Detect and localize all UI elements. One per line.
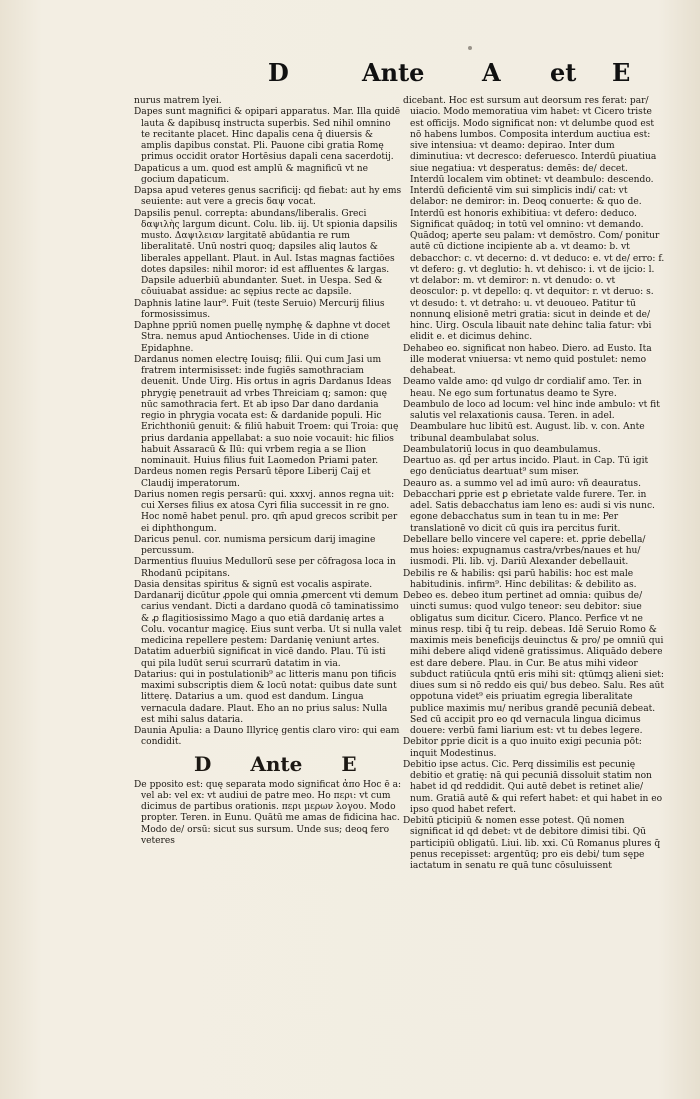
- right-entries: [403, 96, 665, 872]
- subhead-letter-e: E: [341, 751, 357, 776]
- dictionary-entry: Debellare bello vincere vel capere: et. ꝑprie debella/ mus hoies: expugnamus castra/vrbes/naues et hu/ iusmodi. Pli. lib. vj. Dariū Alexander debellauit.: [403, 534, 646, 568]
- dictionary-entry: Dardanus nomen electrę Iouisq; filii. Qui cum Jasi um fratrem intermisisset: inde fugiēs samothraciam deuenit. Unde Uirg. His ortus in agris Dardanus Ideas phrygię penetrauit ad vrbes Threiciam q; samon: quę nūc samothracia fert. Et ab ipso Dar dano dardania regio in phrygia vocata est: & dardanide populi. Hic Erichthoniū genuit: & filiū habuit Troem: qui Troia: quę prius dardania appellabat: a suo noie vocauit: hic filios habuit Assaracū & Ilū: qui vrbem regia a se Ilion nominauit. Huius filius fuit Laomedon Priami pater.: [134, 354, 399, 466]
- dictionary-entry: Dapes sunt magnifici & opipari apparatus. Mar. Illa quidē lauta & dapibusq instructa superbis. Sed nihil omnino te recitante placet. Hinc dapalis cena q̄ diuersis & amplis dapibus constat. Pli. Pauone cibi gratia Romę primus occidit orator Hortēsius dapali cena sacerdotij.: [134, 107, 401, 163]
- dictionary-entry: Debitor ꝑprie dicit is a quo inuito exigi pecunia pōt: inquit Modestinus.: [403, 737, 642, 759]
- dictionary-entry: Debacchari ꝑprie est ꝑ ebrietate valde furere. Ter. in adel. Satis debacchatus iam leno es: audi si vis nunc. egone debacchatus sum in tean tu in me: Per translationē vo dicit cū quis ira percitus furit.: [403, 489, 655, 534]
- left-entries-after: [134, 780, 402, 848]
- header-word-et: et: [550, 58, 577, 87]
- dictionary-entry: Debilis re & habilis: qsi parū habilis: hoc est male habitudinis. infirm⁹. Hinc debilitas: & debilito as.: [403, 568, 637, 590]
- dictionary-entry: Debitū ꝑticipiū & nomen esse potest. Qū nomen significat id qd debet: vt de debitore dimisi tibi. Qū participiū obligatū. Liui. lib. xxi. Cū Romanus plures q̄ penus recepisset: argentūq; pro eis debi/ tum sępe iactatum in senatu re quā tunc cōsuluissent: [403, 816, 661, 871]
- dictionary-entry: Datatim aduerbiū significat in vicē dando. Plau. Tū isti qui pila ludūt serui scurrarū datatim in via.: [134, 647, 386, 669]
- header-letter-e: E: [612, 58, 631, 87]
- dictionary-entry: Daricus penul. cor. numisma persicum darij imagine percussum.: [134, 534, 376, 556]
- section-subheading: [134, 752, 402, 776]
- left-column: [134, 96, 402, 847]
- dictionary-entry: Dasia densitas spiritus & signū est vocalis aspirate.: [134, 579, 373, 590]
- dictionary-entry: Datarius: qui in postulationib⁹ ac litteris manu pon tificis maximi subscriptis diem & locū notat: quibus date sunt litterę. Datarius a um. quod est dandum. Lingua vernacula dadare. Plaut. Eho an no prius salus: Nulla est mihi salus dataria.: [134, 669, 397, 725]
- dictionary-entry: Daphne ppriū nomen puellę nymphę & daphne vt docet Stra. nemus apud Antiochenses. Uide in di ctione Epidaphne.: [134, 321, 391, 354]
- dictionary-entry: dicebant. Hoc est sursum aut deorsum res ferat: par/ uiacio. Modo memoratiua vim habet: vt Cicero triste est officijs. Modo significat non: vt delumbe quod est nō habens lumbos. Composita interdum auctiua est: sive intensiua: vt deamo: depirao. Inter dum diminutiua: vt decresco: deferuesco. Interdū ꝑiuatiua siue negatiua: vt desperatus: demēs: de/ decet. Interdū localem vim obtinet: vt deambulo: descendo. Interdū deficientē vim sui simplicis indi/ cat: vt delabor: ne demiror: in. Deoꝗ conuerte: & quo de. Interdū est honoris exhibitiua: vt defero: deduco. Significat quādoq; in totū vel omnino: vt demando. Quādoq; aperte seu palam: vt demōstro. Com/ ponitur autē cū dictione incipiente ab a. vt deamo: b. vt debacchor: c. vt decerno: d. vt deduco: e. vt de/ erro: f. vt defero: g. vt deglutio: h. vt dehisco: i. vt de ijcio: l. vt delabor: m. vt demiror: n. vt denudo: o. vt deosculor: p. vt depello: q. vt dequitor: r. vt deruo: s. vt desudo: t. vt detraho: u. vt deuoueo. Patitur tū nonnunꝗ elisionē metri gratia: sicut in deinde et de/ hinc. Uirg. Oscula libauit nate dehinc talia fatur: vbi elidit e. et dicimus dehinc.: [403, 96, 665, 343]
- dictionary-entry: Deamo valde amo: qd vulgo dr cordialif amo. Ter. in heau. Ne ego sum fortunatus deamo te Syre.: [403, 377, 642, 399]
- left-entries: [134, 96, 402, 749]
- dictionary-entry: Dardanarij dicūtur ꝓpole qui omnia ꝓmercent vti demum carius vendant. Dicti a dardano quodā cō taminatissimo & ꝓ flagitiosissimo Mago a quo etiā dardanię artes a Colu. vocantur magicę. Eius sunt verba. Ut si nulla valet medicina repellere pestem: Dardanię veniunt artes.: [134, 591, 402, 646]
- dictionary-entry: De pposito est: quę separata modo significat ἀπο Hoc ē a: vel ab: vel ex: vt audiui de patre meo. Ho περι: vt cum dicimus de partibus orationis. περι μερων λογου. Modo propter. Teren. in Eunu. Quātū me amas de fidicina hac. Modo de/ orsū: sicut sus sursum. Unde sus; deoꝗ fero veteres: [134, 779, 402, 846]
- dictionary-entry: nurus matrem lyei.: [134, 96, 222, 106]
- right-column: [403, 96, 665, 872]
- subhead-word-ante: Ante: [250, 751, 303, 776]
- dictionary-entry: Darmentius fluuius Medullorū sese per cōfragosa loca in Rhodanū pcipitans.: [134, 557, 396, 579]
- header-letter-a: A: [482, 58, 501, 87]
- header-word-ante: Ante: [362, 58, 425, 87]
- dictionary-entry: Daunia Apulia: a Dauno Illyricę gentis claro viro: qui eam condidit.: [134, 726, 400, 748]
- dictionary-entry: Debitio ipse actus. Cic. Perq dissimilis est pecunię debitio et gratię: nā qui pecuniā dissoluit statim non habet id qd reddidit. Qui autē debet is retinet alie/ num. Gratiā autē & qui refert habet: et qui habet in eo ipso quod habet refert.: [403, 759, 663, 815]
- dictionary-entry: Deambulatoriū locus in quo deambulamus.: [403, 444, 601, 455]
- ink-spot: [468, 46, 472, 50]
- dictionary-entry: Deambulo de loco ad locum: vel hinc inde ambulo: vt fit salutis vel relaxationis causa. Teren. in adel. Deambulare huc libitū est. August. lib. v. con. Ante tribunal deambulabat solus.: [403, 399, 660, 444]
- running-header: [250, 58, 650, 92]
- dictionary-entry: Dehabeo eo. significat non habeo. Diero. ad Eusto. Ita ille moderat vniuersa: vt nemo quid postulet: nemo dehabeat.: [403, 343, 652, 376]
- dictionary-entry: Dapsa apud veteres genus sacrificij: qd fiebat: aut hy ems seuiente: aut vere a grecis δαψ vocat.: [134, 186, 402, 208]
- dictionary-entry: Dardeus nomen regis Persarū tēpore Liberij Caij et Claudij imperatorum.: [134, 467, 371, 489]
- dictionary-entry: Debeo es. debeo itum pertinet ad omnia: quibus de/ uincti sumus: quod vulgo teneor: seu debitor: siue obligatus sum dicitur. Cicero. Planco. Perfice vt ne minus resp. tibi q̄ tu reip. debeas. Idē Seruio Romo & maximis meis beneficijs deuinctus & pro/ pe omniū qui mihi debere aliqd videnē gratissimus. Aliquādo debere est dare debere. Plau. in Cur. Be atus mihi videor subduct ratiūcula qntū eris mihi sit: qtūmqꝫ alieni siet: diues sum si nō reddo eis qui/ bus debeo. Salu. Res aūt oppotuna videt⁹ eis priuatim egregia liberalitate publice maximis mu/ neribus grandē pecuniā debeat. Sed cū accipit pro eo qd vernacula lingua dicimus douere: verbū fami liarium est: vt tu debes legere.: [403, 591, 665, 736]
- dictionary-entry: Darius nomen regis persarū: qui. xxxvj. annos regna uit: cui Xerses filius ex atosa Cyri filia successit in re gno. Hoc nomē habet penul. pro. qm̄ apud grecos scribit per ei diphthongum.: [134, 489, 398, 534]
- header-letter-d: D: [268, 58, 289, 87]
- dictionary-entry: Dapaticus a um. quod est amplū & magnificū vt ne gocium dapaticum.: [134, 163, 369, 185]
- dictionary-entry: Deartuo as. qd̄ per artus incido. Plaut. in Cap. Tū igit ego denūciatus deartuat⁹ sum miser.: [403, 456, 649, 478]
- subhead-letter-d: D: [194, 751, 212, 776]
- dictionary-entry: Dapsilis penul. correpta: abundans/liberalis. Greci δαψιλὴς largum dicunt. Colu. lib. iij. Ut spionia dapsilis musto. Δαψιλειαν largitatē abūdantia re rum liberalitatē. Unū nostri quoq; dapsiles aliq lautos & liberales appellant. Plaut. in Aul. Istas magnas factiōes dotes dapsiles: nihil moror: id est affluentes & largas. Dapsile aduerbiū abundanter. Suet. in Uespa. Sed & cōuiuabat assidue: ac sępius recte ac dapsile.: [134, 208, 398, 298]
- dictionary-entry: Deauro as. a summo vel ad imū auro: vñ deauratus.: [403, 478, 641, 489]
- dictionary-entry: Daphnis latine laur⁹. Fuit (teste Seruio) Mercurij filius formosissimus.: [134, 298, 385, 320]
